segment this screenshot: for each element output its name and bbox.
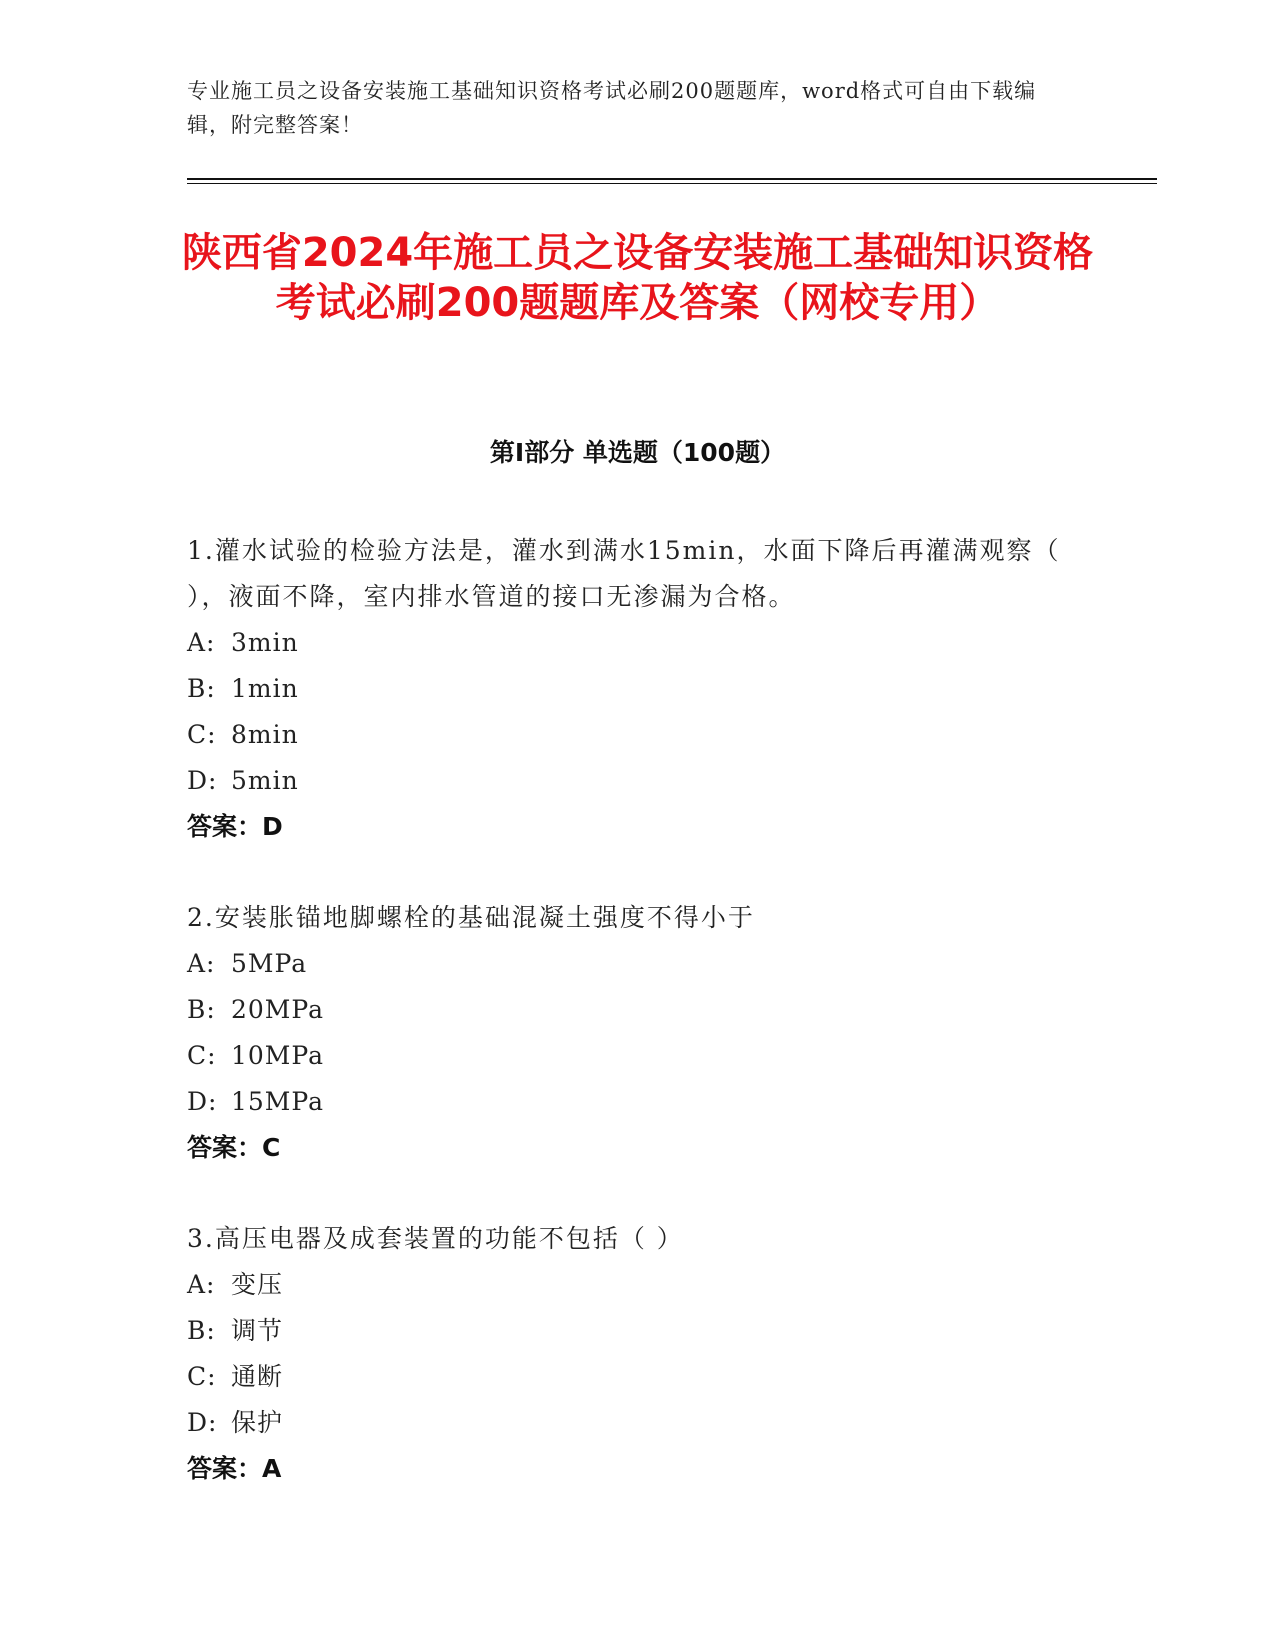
header-divider-thick xyxy=(187,178,1157,180)
option-text: 3min xyxy=(231,628,299,657)
document-title: 陕西省2024年施工员之设备安装施工基础知识资格考试必刷200题题库及答案（网校专用） xyxy=(181,230,1094,326)
question-3 xyxy=(187,1216,1087,1492)
option-key: C: xyxy=(187,1041,217,1070)
answer: 答案：C xyxy=(187,1133,281,1162)
option-key: A: xyxy=(187,949,216,978)
option-text: 保护 xyxy=(231,1408,284,1437)
option-key: D: xyxy=(187,1087,218,1116)
option-d xyxy=(187,758,1087,804)
question-1 xyxy=(187,528,1087,850)
option-a xyxy=(187,620,1087,666)
option-b xyxy=(187,1308,1087,1354)
header-divider-thin xyxy=(187,183,1157,184)
header-note: 专业施工员之设备安装施工基础知识资格考试必刷200题题库，word格式可自由下载编辑，附完整答案！ xyxy=(187,79,1037,137)
option-text: 15MPa xyxy=(231,1087,325,1116)
option-text: 通断 xyxy=(231,1362,284,1391)
option-text: 调节 xyxy=(231,1316,284,1345)
option-c xyxy=(187,1354,1087,1400)
question-2 xyxy=(187,895,1087,1171)
option-c xyxy=(187,712,1087,758)
option-key: B: xyxy=(187,995,216,1024)
option-text: 20MPa xyxy=(231,995,325,1024)
option-c xyxy=(187,1033,1087,1079)
question-stem: 2.安装胀锚地脚螺栓的基础混凝土强度不得小于 xyxy=(187,903,755,932)
answer: 答案：D xyxy=(187,812,283,841)
option-b xyxy=(187,987,1087,1033)
option-key: D: xyxy=(187,766,218,795)
option-a xyxy=(187,1262,1087,1308)
option-d xyxy=(187,1400,1087,1446)
option-text: 变压 xyxy=(231,1270,284,1299)
option-text: 1min xyxy=(231,674,299,703)
option-key: C: xyxy=(187,720,217,749)
section-title: 第I部分 单选题（100题） xyxy=(489,438,786,467)
option-text: 8min xyxy=(231,720,299,749)
question-list xyxy=(187,528,1087,1537)
question-stem: 3.高压电器及成套装置的功能不包括（ ） xyxy=(187,1224,684,1253)
option-a xyxy=(187,941,1087,987)
option-key: B: xyxy=(187,674,216,703)
option-text: 5min xyxy=(231,766,299,795)
option-text: 10MPa xyxy=(231,1041,325,1070)
option-d xyxy=(187,1079,1087,1125)
answer: 答案：A xyxy=(187,1454,282,1483)
question-stem: 1.灌水试验的检验方法是，灌水到满水15min，水面下降后再灌满观察（ ），液面不降，室内排水管道的接口无渗漏为合格。 xyxy=(187,536,1061,611)
option-b xyxy=(187,666,1087,712)
option-text: 5MPa xyxy=(231,949,308,978)
option-key: D: xyxy=(187,1408,218,1437)
option-key: A: xyxy=(187,628,216,657)
option-key: B: xyxy=(187,1316,216,1345)
option-key: A: xyxy=(187,1270,216,1299)
option-key: C: xyxy=(187,1362,217,1391)
